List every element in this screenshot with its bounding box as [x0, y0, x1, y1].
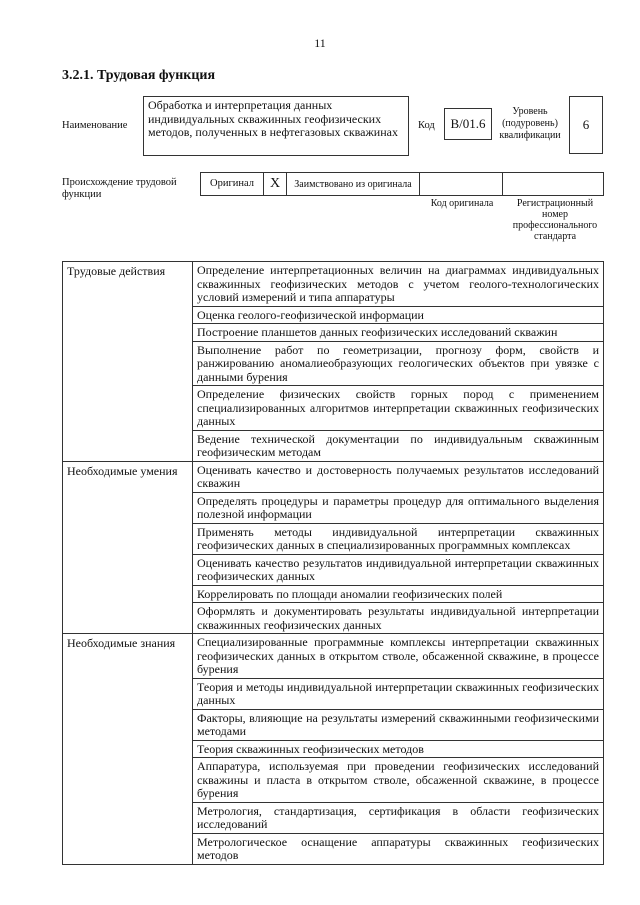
code-value: B/01.6 [444, 108, 492, 140]
required-knowledge-item: Специализированные программные комплексы интерпретации скважинных геофизических данных в открытом стволе, обсаженной скважине, в процессе бурения [193, 634, 604, 679]
labor-actions-title: Трудовые действия [63, 262, 193, 462]
table-row [63, 634, 604, 679]
required-skills-item: Применять методы индивидуальной интерпретации скважинных геофизических данных в специализированных программных комплексах [193, 523, 604, 554]
required-skills-item: Определять процедуры и параметры процедур для оптимального выделения полезной информации [193, 492, 604, 523]
level-value: 6 [569, 96, 603, 154]
level-label: Уровень (подуровень) квалификации [499, 106, 561, 141]
labor-actions-item: Определение интерпретационных величин на диаграммах индивидуальных скважинных геофизических методов с учетом геолого-технологических условий измерений и типа аппаратуры [193, 262, 604, 307]
table-row [63, 262, 604, 307]
origin-row [200, 172, 604, 196]
labor-actions-item: Выполнение работ по геометризации, прогнозу форм, свойств и ранжированию аномалиеобразующих геологических объектов при увязке с данными бурения [193, 341, 604, 386]
required-skills-item: Оформлять и документировать результаты индивидуальной интерпретации скважинных геофизических данных [193, 603, 604, 634]
required-knowledge-title: Необходимые знания [63, 634, 193, 865]
labor-actions-item: Ведение технической документации по индивидуальным скважинным геофизическим методам [193, 430, 604, 461]
function-name-box: Обработка и интерпретация данных индивидуальных скважинных геофизических методов, полученных в нефтегазовых скважинах [143, 96, 409, 156]
name-label: Наименование [62, 120, 128, 131]
required-knowledge-item: Метрологическое оснащение аппаратуры скважинных геофизических методов [193, 833, 604, 864]
labor-actions-item: Построение планшетов данных геофизических исследований скважин [193, 324, 604, 342]
required-knowledge-item: Теория и методы индивидуальной интерпретации скважинных геофизических данных [193, 678, 604, 709]
required-knowledge-item: Теория скважинных геофизических методов [193, 740, 604, 758]
required-skills-item: Коррелировать по площади аномалии геофизических полей [193, 585, 604, 603]
page-number: 11 [314, 36, 326, 50]
reg-number-label: Регистрационный номер профессионального стандарта [512, 198, 598, 242]
required-skills-item: Оценивать качество результатов индивидуальной интерпретации скважинных геофизических данных [193, 554, 604, 585]
labor-function-table [62, 261, 604, 865]
original-mark: X [263, 172, 287, 196]
code-original-cell [419, 172, 503, 196]
required-knowledge-item: Метрология, стандартизация, сертификация в области геофизических исследований [193, 802, 604, 833]
borrowed-label: Заимствовано из оригинала [286, 172, 420, 196]
origin-label: Происхождение трудовой функции [62, 177, 177, 200]
section-title: 3.2.1. Трудовая функция [62, 68, 216, 83]
required-knowledge-item: Аппаратура, используемая при проведении геофизических исследований скважины и пласта в открытом стволе, обсаженной скважине, в процессе бурения [193, 758, 604, 803]
code-label: Код [418, 120, 435, 131]
table-row [63, 461, 604, 492]
labor-actions-item: Определение физических свойств горных пород с применением специализированных алгоритмов интерпретации скважинных геофизических данных [193, 386, 604, 431]
original-label: Оригинал [200, 172, 264, 196]
code-original-label: Код оригинала [430, 198, 494, 209]
labor-actions-item: Оценка геолого-геофизической информации [193, 306, 604, 324]
required-skills-title: Необходимые умения [63, 461, 193, 634]
required-skills-item: Оценивать качество и достоверность получаемых результатов исследований скважин [193, 461, 604, 492]
required-knowledge-item: Факторы, влияющие на результаты измерений скважинными геофизическими методами [193, 709, 604, 740]
reg-number-cell [502, 172, 604, 196]
